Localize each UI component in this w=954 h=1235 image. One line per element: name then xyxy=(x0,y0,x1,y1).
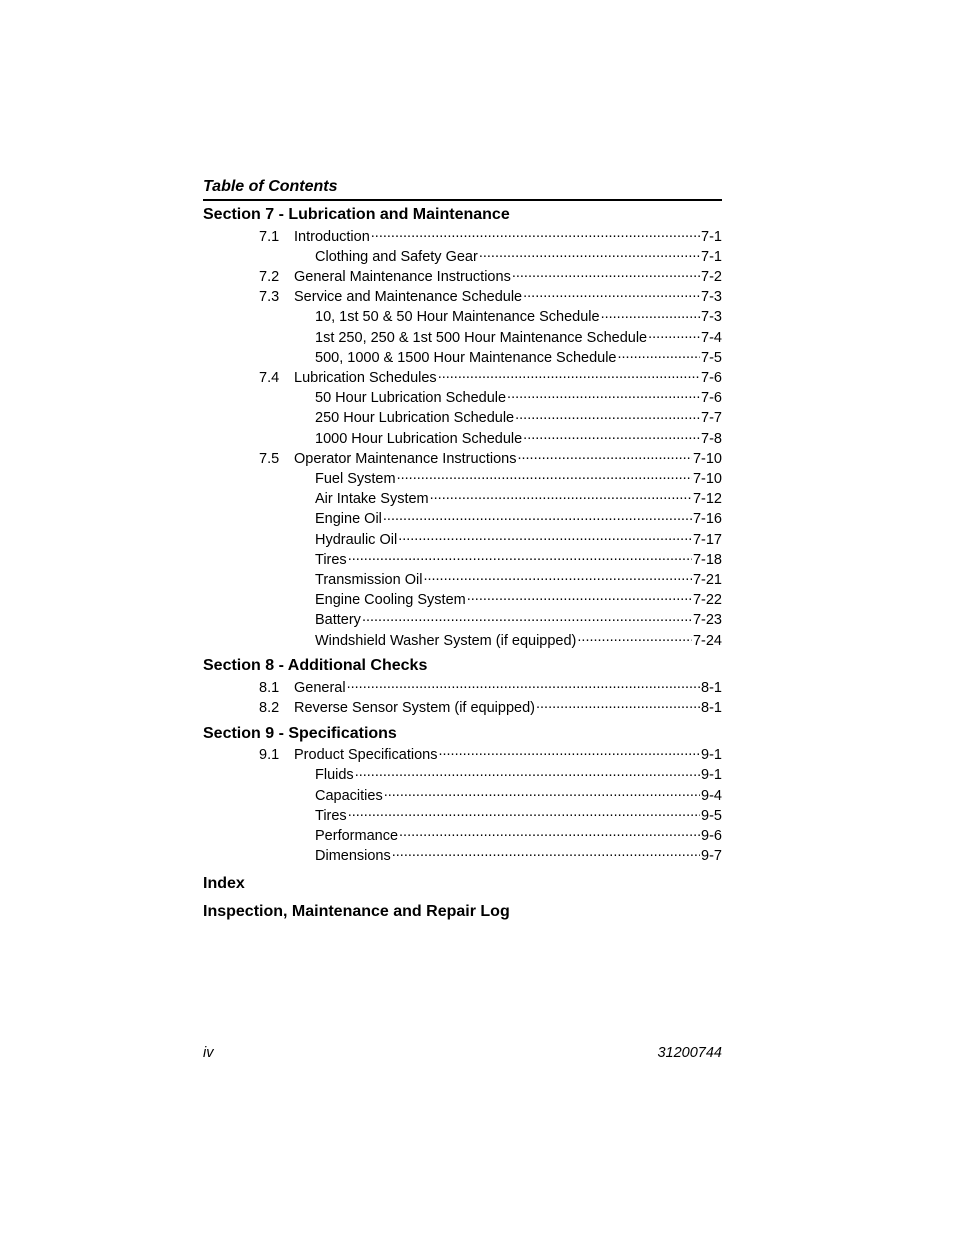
toc-entry[interactable] xyxy=(203,745,722,765)
entry-page-number: 7-7 xyxy=(701,410,722,427)
toc-subentry[interactable] xyxy=(203,509,722,529)
entry-number: 8.1 xyxy=(259,679,280,696)
section-title[interactable]: Section 7 - Lubrication and Maintenance xyxy=(203,206,510,223)
entry-page-number: 9-5 xyxy=(701,807,722,824)
toc-subentry[interactable] xyxy=(203,428,722,448)
dot-leader xyxy=(348,805,700,820)
entry-label: Capacities xyxy=(315,787,383,804)
entry-label: Service and Maintenance Schedule xyxy=(294,289,523,306)
toc-subentry[interactable] xyxy=(203,529,722,549)
entry-number: 7.5 xyxy=(259,450,280,467)
toc-entry[interactable] xyxy=(203,367,722,387)
entry-page-number: 7-3 xyxy=(701,289,722,306)
entry-page-number: 7-10 xyxy=(692,450,722,467)
entry-label: Operator Maintenance Instructions xyxy=(294,450,517,467)
toc-subentry[interactable] xyxy=(203,549,722,569)
entry-page-number: 8-1 xyxy=(701,679,722,696)
entry-label: Engine Cooling System xyxy=(315,592,466,609)
entry-label: General xyxy=(294,679,346,696)
entry-page-number: 7-8 xyxy=(701,430,722,447)
entry-label: Product Specifications xyxy=(294,747,438,764)
entry-page-number: 7-5 xyxy=(701,349,722,366)
entry-number: 9.1 xyxy=(259,747,280,764)
dot-leader xyxy=(523,428,700,443)
entry-page-number: 7-16 xyxy=(692,511,722,528)
dot-leader xyxy=(371,226,700,241)
entry-page-number: 7-22 xyxy=(692,592,722,609)
entry-page-number: 7-10 xyxy=(692,470,722,487)
entry-label: Fuel System xyxy=(315,470,396,487)
entry-page-number: 9-7 xyxy=(701,848,722,865)
dot-leader xyxy=(355,765,700,780)
toc-subentry[interactable] xyxy=(203,388,722,408)
toc-subentry[interactable] xyxy=(203,805,722,825)
toc-subentry[interactable] xyxy=(203,825,722,845)
entry-page-number: 7-6 xyxy=(701,369,722,386)
entry-page-number: 7-3 xyxy=(701,309,722,326)
entry-page-number: 7-17 xyxy=(692,531,722,548)
running-head: Table of Contents xyxy=(203,176,722,201)
entry-page-number: 7-23 xyxy=(692,612,722,629)
entry-number: 7.2 xyxy=(259,268,280,285)
section-title[interactable]: Section 8 - Additional Checks xyxy=(203,657,428,675)
toc-entry[interactable] xyxy=(203,697,722,717)
dot-leader xyxy=(398,529,692,544)
dot-leader xyxy=(536,697,700,712)
toc-section xyxy=(203,204,722,650)
dot-leader xyxy=(601,307,700,322)
dot-leader xyxy=(577,630,692,645)
dot-leader xyxy=(467,590,692,605)
entry-number: 7.4 xyxy=(259,369,280,386)
page-footer xyxy=(203,1043,722,1063)
entry-label: Tires xyxy=(315,807,347,824)
entry-page-number: 7-24 xyxy=(692,632,722,649)
dot-leader xyxy=(384,785,700,800)
entry-label: Tires xyxy=(315,551,347,568)
dot-leader xyxy=(383,509,692,524)
dot-leader xyxy=(438,367,700,382)
entry-label: Dimensions xyxy=(315,848,391,865)
entry-label: 1000 Hour Lubrication Schedule xyxy=(315,430,523,447)
toc-subentry[interactable] xyxy=(203,468,722,488)
entry-label: Reverse Sensor System (if equipped) xyxy=(294,699,535,716)
section-title[interactable]: Section 9 - Specifications xyxy=(203,724,397,742)
entry-page-number: 7-21 xyxy=(692,571,722,588)
dot-leader xyxy=(523,287,700,302)
dot-leader xyxy=(515,408,700,423)
dot-leader xyxy=(517,448,692,463)
toc-entry[interactable] xyxy=(203,266,722,286)
toc-entry[interactable] xyxy=(203,287,722,307)
entry-number: 7.3 xyxy=(259,289,280,306)
dot-leader xyxy=(347,677,700,692)
entry-page-number: 9-1 xyxy=(701,747,722,764)
entry-label: Clothing and Safety Gear xyxy=(315,248,478,265)
toc-entry[interactable] xyxy=(203,226,722,246)
entry-label: Introduction xyxy=(294,228,370,245)
dot-leader xyxy=(399,825,700,840)
entry-label: 50 Hour Lubrication Schedule xyxy=(315,390,507,407)
entry-page-number: 7-6 xyxy=(701,390,722,407)
toc-subentry[interactable] xyxy=(203,569,722,589)
toc-subentry[interactable] xyxy=(203,785,722,805)
toc-section xyxy=(203,655,722,717)
toc-subentry[interactable] xyxy=(203,610,722,630)
dot-leader xyxy=(430,489,692,504)
toc-subentry[interactable] xyxy=(203,590,722,610)
toc-entry-list xyxy=(203,745,722,866)
entry-page-number: 9-1 xyxy=(701,767,722,784)
toc-subentry[interactable] xyxy=(203,765,722,785)
entry-page-number: 9-6 xyxy=(701,827,722,844)
index-heading[interactable]: Index xyxy=(203,874,245,892)
dot-leader xyxy=(479,246,700,261)
toc-sections xyxy=(203,204,722,866)
entry-page-number: 7-4 xyxy=(701,329,722,346)
entry-label: Battery xyxy=(315,612,361,629)
dot-leader xyxy=(438,745,700,760)
entry-label: 1st 250, 250 & 1st 500 Hour Maintenance Schedule xyxy=(315,329,648,346)
entry-label: 10, 1st 50 & 50 Hour Maintenance Schedule xyxy=(315,309,600,326)
toc-subentry[interactable] xyxy=(203,307,722,327)
back-matter xyxy=(203,873,722,923)
entry-page-number: 7-12 xyxy=(692,491,722,508)
entry-label: 250 Hour Lubrication Schedule xyxy=(315,410,515,427)
dot-leader xyxy=(392,846,700,861)
dot-leader xyxy=(648,327,700,342)
toc-entry[interactable] xyxy=(203,448,722,468)
entry-label: General Maintenance Instructions xyxy=(294,268,511,285)
toc-subentry[interactable] xyxy=(203,630,722,650)
entry-label: Engine Oil xyxy=(315,511,382,528)
dot-leader xyxy=(507,388,700,403)
dot-leader xyxy=(362,610,692,625)
toc-entry-list xyxy=(203,677,722,717)
entry-page-number: 7-2 xyxy=(701,268,722,285)
entry-label: Lubrication Schedules xyxy=(294,369,437,386)
entry-page-number: 7-18 xyxy=(692,551,722,568)
toc-subentry[interactable] xyxy=(203,489,722,509)
log-heading[interactable]: Inspection, Maintenance and Repair Log xyxy=(203,902,510,920)
toc-subentry[interactable] xyxy=(203,408,722,428)
entry-label: Air Intake System xyxy=(315,491,429,508)
toc-entry[interactable] xyxy=(203,677,722,697)
entry-label: Performance xyxy=(315,827,399,844)
entry-page-number: 7-1 xyxy=(701,228,722,245)
dot-leader xyxy=(348,549,692,564)
dot-leader xyxy=(512,266,700,281)
entry-label: Fluids xyxy=(315,767,354,784)
toc-subentry[interactable] xyxy=(203,246,722,266)
footer-doc-number: 31200744 xyxy=(657,1045,722,1061)
entry-number: 7.1 xyxy=(259,228,280,245)
toc-subentry[interactable] xyxy=(203,846,722,866)
dot-leader xyxy=(397,468,692,483)
entry-number: 8.2 xyxy=(259,699,280,716)
footer-page-number: iv xyxy=(203,1045,214,1061)
toc-subentry[interactable] xyxy=(203,327,722,347)
toc-page xyxy=(203,176,722,923)
toc-section xyxy=(203,723,722,866)
entry-label: Windshield Washer System (if equipped) xyxy=(315,632,577,649)
entry-page-number: 7-1 xyxy=(701,248,722,265)
entry-label: 500, 1000 & 1500 Hour Maintenance Schedule xyxy=(315,349,617,366)
toc-subentry[interactable] xyxy=(203,347,722,367)
dot-leader xyxy=(423,569,692,584)
toc-entry-list xyxy=(203,226,722,650)
entry-label: Transmission Oil xyxy=(315,571,423,588)
entry-page-number: 8-1 xyxy=(701,699,722,716)
entry-label: Hydraulic Oil xyxy=(315,531,398,548)
dot-leader xyxy=(618,347,701,362)
entry-page-number: 9-4 xyxy=(701,787,722,804)
